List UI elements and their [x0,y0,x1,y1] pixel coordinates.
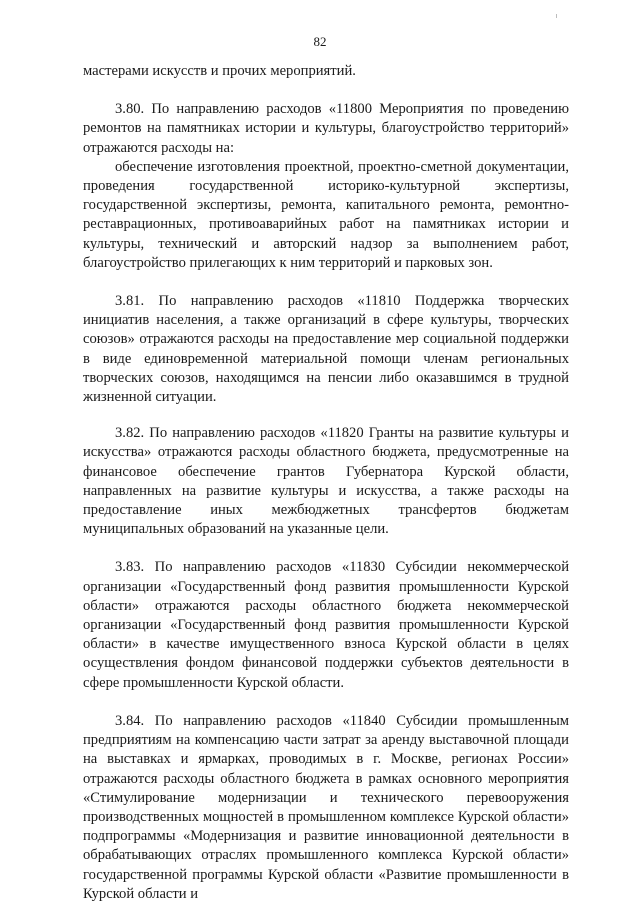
paragraph-continuation: мастерами искусств и прочих мероприятий. [83,63,356,79]
paragraph-3-82: 3.82. По направлению расходов «11820 Гранты на развитие культуры и искусства» отражаются расходы областного бюджета, предусмотренные на финансовое обеспечение грантов Губернатора Курской области, направленных на развитие культуры и искусства, а также расходы на предоставление иных межбюджетных трансфертов бюджетам муниципальных образований на указанные цели. [83,425,569,538]
paragraph-3-84: 3.84. По направлению расходов «11840 Субсидии промышленным предприятиям на компенсацию части затрат за аренду выставочной площади на выставках и ярмарках, проводимых в г. Москве, регионах России» отражаются расходы областного бюджета в рамках основного мероприятия «Стимулирование модернизации и технического перевооружения производственных мощностей в промышленном комплексе Курской области» подпрограммы «Модернизация и развитие инновационной деятельности в обрабатывающих отраслях промышленного комплекса Курской области» государственной программы Курской области «Развитие промышленности в Курской области и [83,712,569,902]
page-number: 82 [313,34,327,49]
paragraph-3-81: 3.81. По направлению расходов «11810 Поддержка творческих инициатив населения, а также организаций в сфере культуры, творческих союзов» отражаются расходы на предоставление мер социальной поддержки в виде единовременной материальной помощи членам региональных творческих союзов, находящимся на пенсии либо оказавшимся в трудной жизненной ситуации. [83,293,569,406]
scan-mark [556,14,557,18]
document-body [83,62,569,904]
paragraph-3-83: 3.83. По направлению расходов «11830 Субсидии некоммерческой организации «Государственный фонд развития промышленности Курской области» отражаются расходы областного бюджета некоммерческой организации «Государственный фонд развития промышленности Курской области» в качестве имущественного взноса Курской области в целях осуществления фондом финансовой поддержки субъектов деятельности в сфере промышленности Курской области. [83,559,569,691]
paragraph-3-80: 3.80. По направлению расходов «11800 Мероприятия по проведению ремонтов на памятниках истории и культуры, благоустройство территорий» отражаются расходы на: [83,101,569,156]
paragraph-3-80-list: обеспечение изготовления проектной, проектно-сметной документации, проведения государственной историко-культурной экспертизы, государственной экспертизы, ремонта, капитального ремонта, ремонтно-реставрационных, противоаварийных работ на памятниках истории и культуры, технический и авторский надзор за выполнением работ, благоустройство прилегающих к ним территорий и парковых зон. [83,158,569,271]
